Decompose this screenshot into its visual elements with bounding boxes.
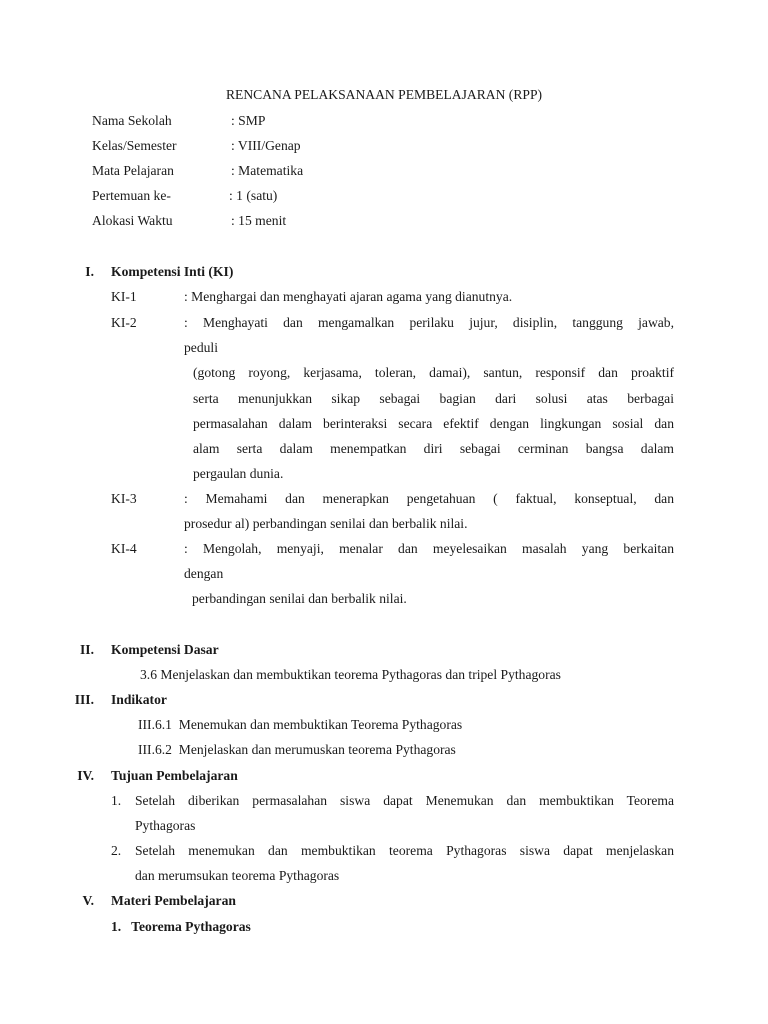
section-heading-kd: Kompetensi Dasar [111,642,219,657]
ki2-text [184,310,674,486]
ki2-line: alam serta dalam menempatkan diri sebagai cerminan bangsa dalam [193,441,674,457]
section-number-3: III. [74,692,94,707]
section-heading-ki: Kompetensi Inti (KI) [111,264,234,279]
indikator-item: III.6.1 Menemukan dan membuktikan Teorema Pythagoras [138,717,463,732]
ki2-code: KI-2 [111,315,137,330]
info-label-meeting: Pertemuan ke- [92,188,171,203]
ki1-line: : Menghargai dan menghayati ajaran agama yang dianutnya. [184,289,513,304]
info-value-school: : SMP [231,113,266,128]
ki4-code: KI-4 [111,541,137,556]
ki2-line: peduli [184,340,218,356]
section-heading-indikator: Indikator [111,692,167,707]
tujuan-number: 2. [111,843,122,858]
section-number-1: I. [85,264,94,279]
info-label-school: Nama Sekolah [92,113,172,128]
info-value-subject: : Matematika [231,163,304,178]
materi-subheading: 1. Teorema Pythagoras [111,919,251,934]
ki3-text [184,486,674,536]
info-label-subject: Mata Pelajaran [92,163,174,178]
indikator-item: III.6.2 Menjelaskan dan merumuskan teorema Pythagoras [138,742,456,757]
tujuan-line: Setelah diberikan permasalahan siswa dapat Menemukan dan membuktikan Teorema [135,793,674,808]
section-number-4: IV. [77,768,94,783]
tujuan-line: Setelah menemukan dan membuktikan teorema Pythagoras siswa dapat menjelaskan [135,843,674,858]
tujuan-item-2 [135,838,674,888]
ki4-line: dengan [184,566,224,582]
ki4-line: : Mengolah, menyaji, menalar dan meyelesaikan masalah yang berkaitan [184,541,674,556]
info-value-class: : VIII/Genap [231,138,301,153]
tujuan-item-1 [135,788,674,838]
info-label-time: Alokasi Waktu [92,213,173,228]
ki2-line: permasalahan dalam berinteraksi secara efektif dengan lingkungan sosial dan [193,415,674,431]
tujuan-line: Pythagoras [135,818,196,834]
info-value-meeting: : 1 (satu) [229,188,278,203]
ki1-code: KI-1 [111,289,137,304]
ki2-line: pergaulan dunia. [193,466,284,482]
ki2-line: : Menghayati dan mengamalkan perilaku jujur, disiplin, tanggung jawab, [184,315,674,330]
ki2-line: serta menunjukkan sikap sebagai bagian dari solusi atas berbagai [193,390,674,406]
tujuan-line: dan merumsukan teorema Pythagoras [135,868,340,884]
kd-item: 3.6 Menjelaskan dan membuktikan teorema Pythagoras dan tripel Pythagoras [140,667,561,682]
section-number-2: II. [80,642,94,657]
document-title: RENCANA PELAKSANAAN PEMBELAJARAN (RPP) [225,87,543,102]
ki1-text [184,284,674,309]
ki4-text [184,536,674,612]
section-number-5: V. [82,893,94,908]
section-heading-tujuan: Tujuan Pembelajaran [111,768,238,783]
ki2-line: (gotong royong, kerjasama, toleran, damai), santun, responsif dan proaktif [193,365,674,381]
info-value-time: : 15 menit [231,213,287,228]
ki3-line: prosedur al) perbandingan senilai dan berbalik nilai. [184,516,468,532]
info-label-class: Kelas/Semester [92,138,177,153]
ki3-code: KI-3 [111,491,137,506]
section-heading-materi: Materi Pembelajaran [111,893,236,908]
ki4-line: perbandingan senilai dan berbalik nilai. [192,591,407,607]
ki3-line: : Memahami dan menerapkan pengetahuan ( faktual, konseptual, dan [184,491,674,506]
tujuan-number: 1. [111,793,122,808]
